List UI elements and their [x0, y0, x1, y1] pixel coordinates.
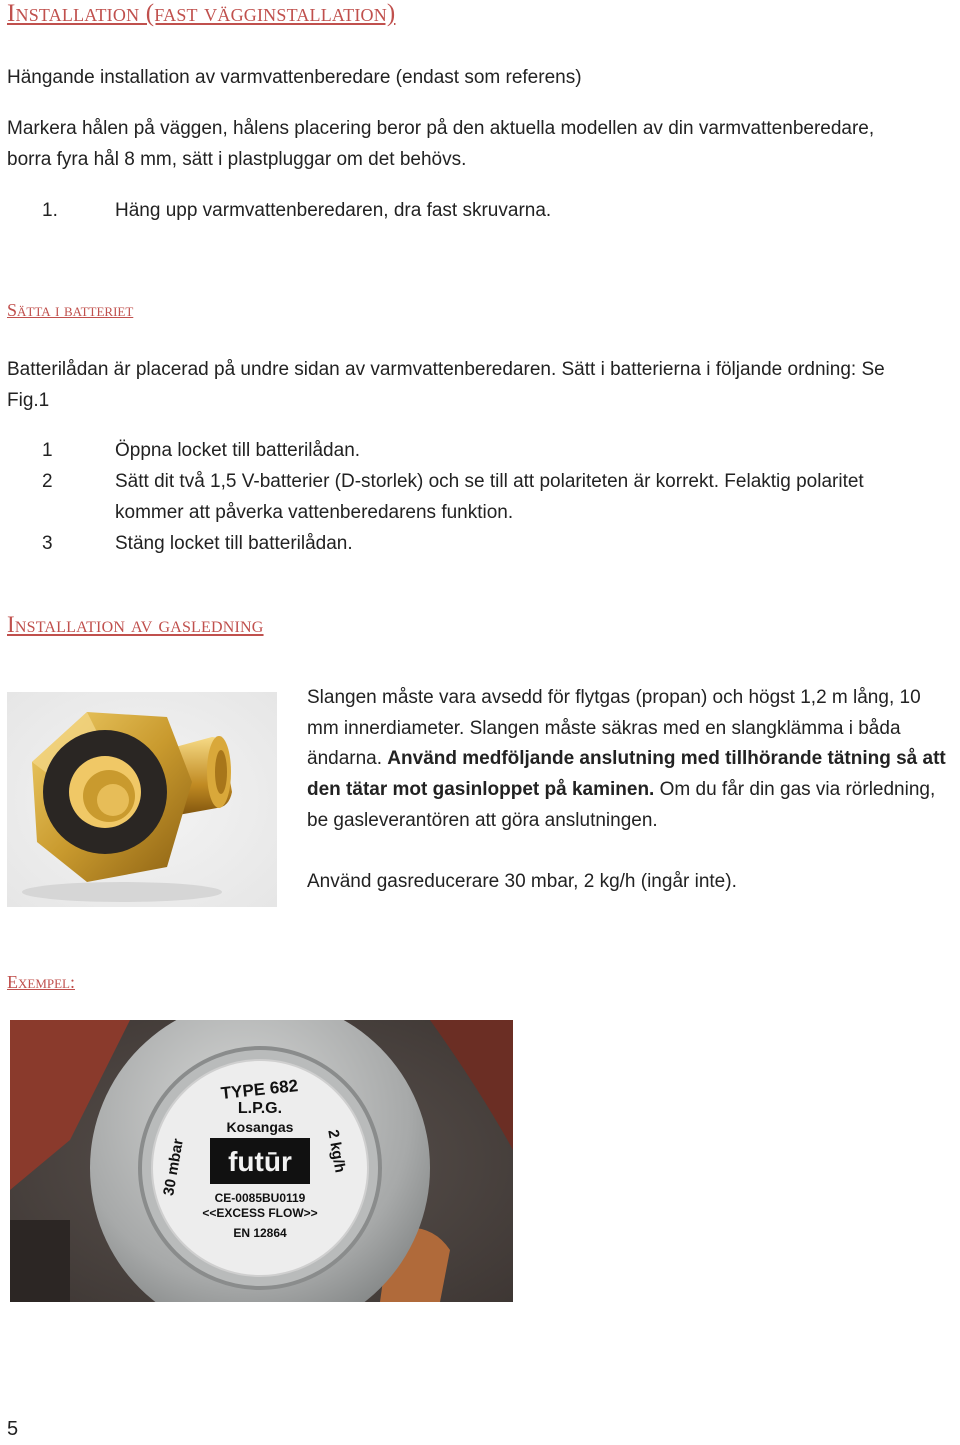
gas-text-bold: Använd medföljande anslutning med tillhörande tätning så att: [387, 748, 946, 769]
gas-text-line4: [307, 774, 935, 805]
example-heading: Exempel:: [7, 972, 75, 992]
battery-step-number: 3: [42, 533, 53, 554]
gas-text-plain: ändarna.: [307, 748, 388, 769]
intro-text: Hängande installation av varmvattenberedare (endast som referens): [7, 67, 582, 88]
battery-step-text-cont: kommer att påverka vattenberedarens funktion.: [115, 502, 514, 523]
battery-heading: Sätta i batteriet: [7, 300, 134, 320]
regulator-type: TYPE 682: [219, 1076, 299, 1104]
installation-heading: Installation (fast vägginstallation): [7, 0, 396, 27]
gas-connector-photo: [7, 692, 277, 907]
battery-step-text: Stäng locket till batterilådan.: [115, 533, 353, 554]
battery-text-line1: Batterilådan är placerad på undre sidan av varmvattenberedaren. Sätt i batterierna i följande ordning: Se: [7, 359, 885, 380]
gas-reducer-text: Använd gasreducerare 30 mbar, 2 kg/h (ingår inte).: [307, 871, 737, 892]
gas-text-line2: mm innerdiameter. Slangen måste säkras med en slangklämma i båda: [307, 718, 901, 739]
regulator-lpg: L.P.G.: [237, 1100, 283, 1117]
gas-regulator-photo: [10, 1020, 513, 1302]
page-number: 5: [7, 1418, 19, 1440]
gas-heading: Installation av gasledning: [7, 612, 264, 637]
regulator-en: EN 12864: [233, 1226, 287, 1240]
battery-step-number: 1: [42, 440, 53, 461]
wall-mount-text-line1: Markera hålen på väggen, hålens placering beror på den aktuella modellen av din varmvattenberedare,: [7, 118, 875, 139]
step-number: 1.: [42, 200, 58, 221]
regulator-logo: futūr: [228, 1146, 292, 1177]
gas-text-line5: be gasleverantören att göra anslutningen.: [307, 810, 658, 831]
gas-text-line3: [307, 743, 946, 774]
battery-step-number: 2: [42, 471, 53, 492]
wall-mount-text-line2: borra fyra hål 8 mm, sätt i plastpluggar om det behövs.: [7, 149, 467, 170]
gas-text-line1: Slangen måste vara avsedd för flytgas (propan) och högst 1,2 m lång, 10: [307, 687, 921, 708]
regulator-brand: Kosangas: [226, 1119, 294, 1135]
battery-step-text: Sätt dit två 1,5 V-batterier (D-storlek) och se till att polariteten är korrekt. Felaktig polaritet: [115, 471, 864, 492]
battery-step-text: Öppna locket till batterilådan.: [115, 440, 361, 461]
gas-text-plain: Om du får din gas via rörledning,: [654, 779, 936, 800]
regulator-pressure: 30 mbar: [160, 1137, 187, 1198]
regulator-excess-flow: <<EXCESS FLOW>>: [202, 1206, 318, 1220]
regulator-ce: CE-0085BU0119: [214, 1191, 306, 1205]
gas-text-bold: den tätar mot gasinloppet på kaminen.: [307, 779, 655, 800]
regulator-flow: 2 kg/h: [324, 1128, 349, 1175]
battery-text-line2: Fig.1: [7, 390, 50, 411]
step-text: Häng upp varmvattenberedaren, dra fast skruvarna.: [115, 200, 552, 221]
